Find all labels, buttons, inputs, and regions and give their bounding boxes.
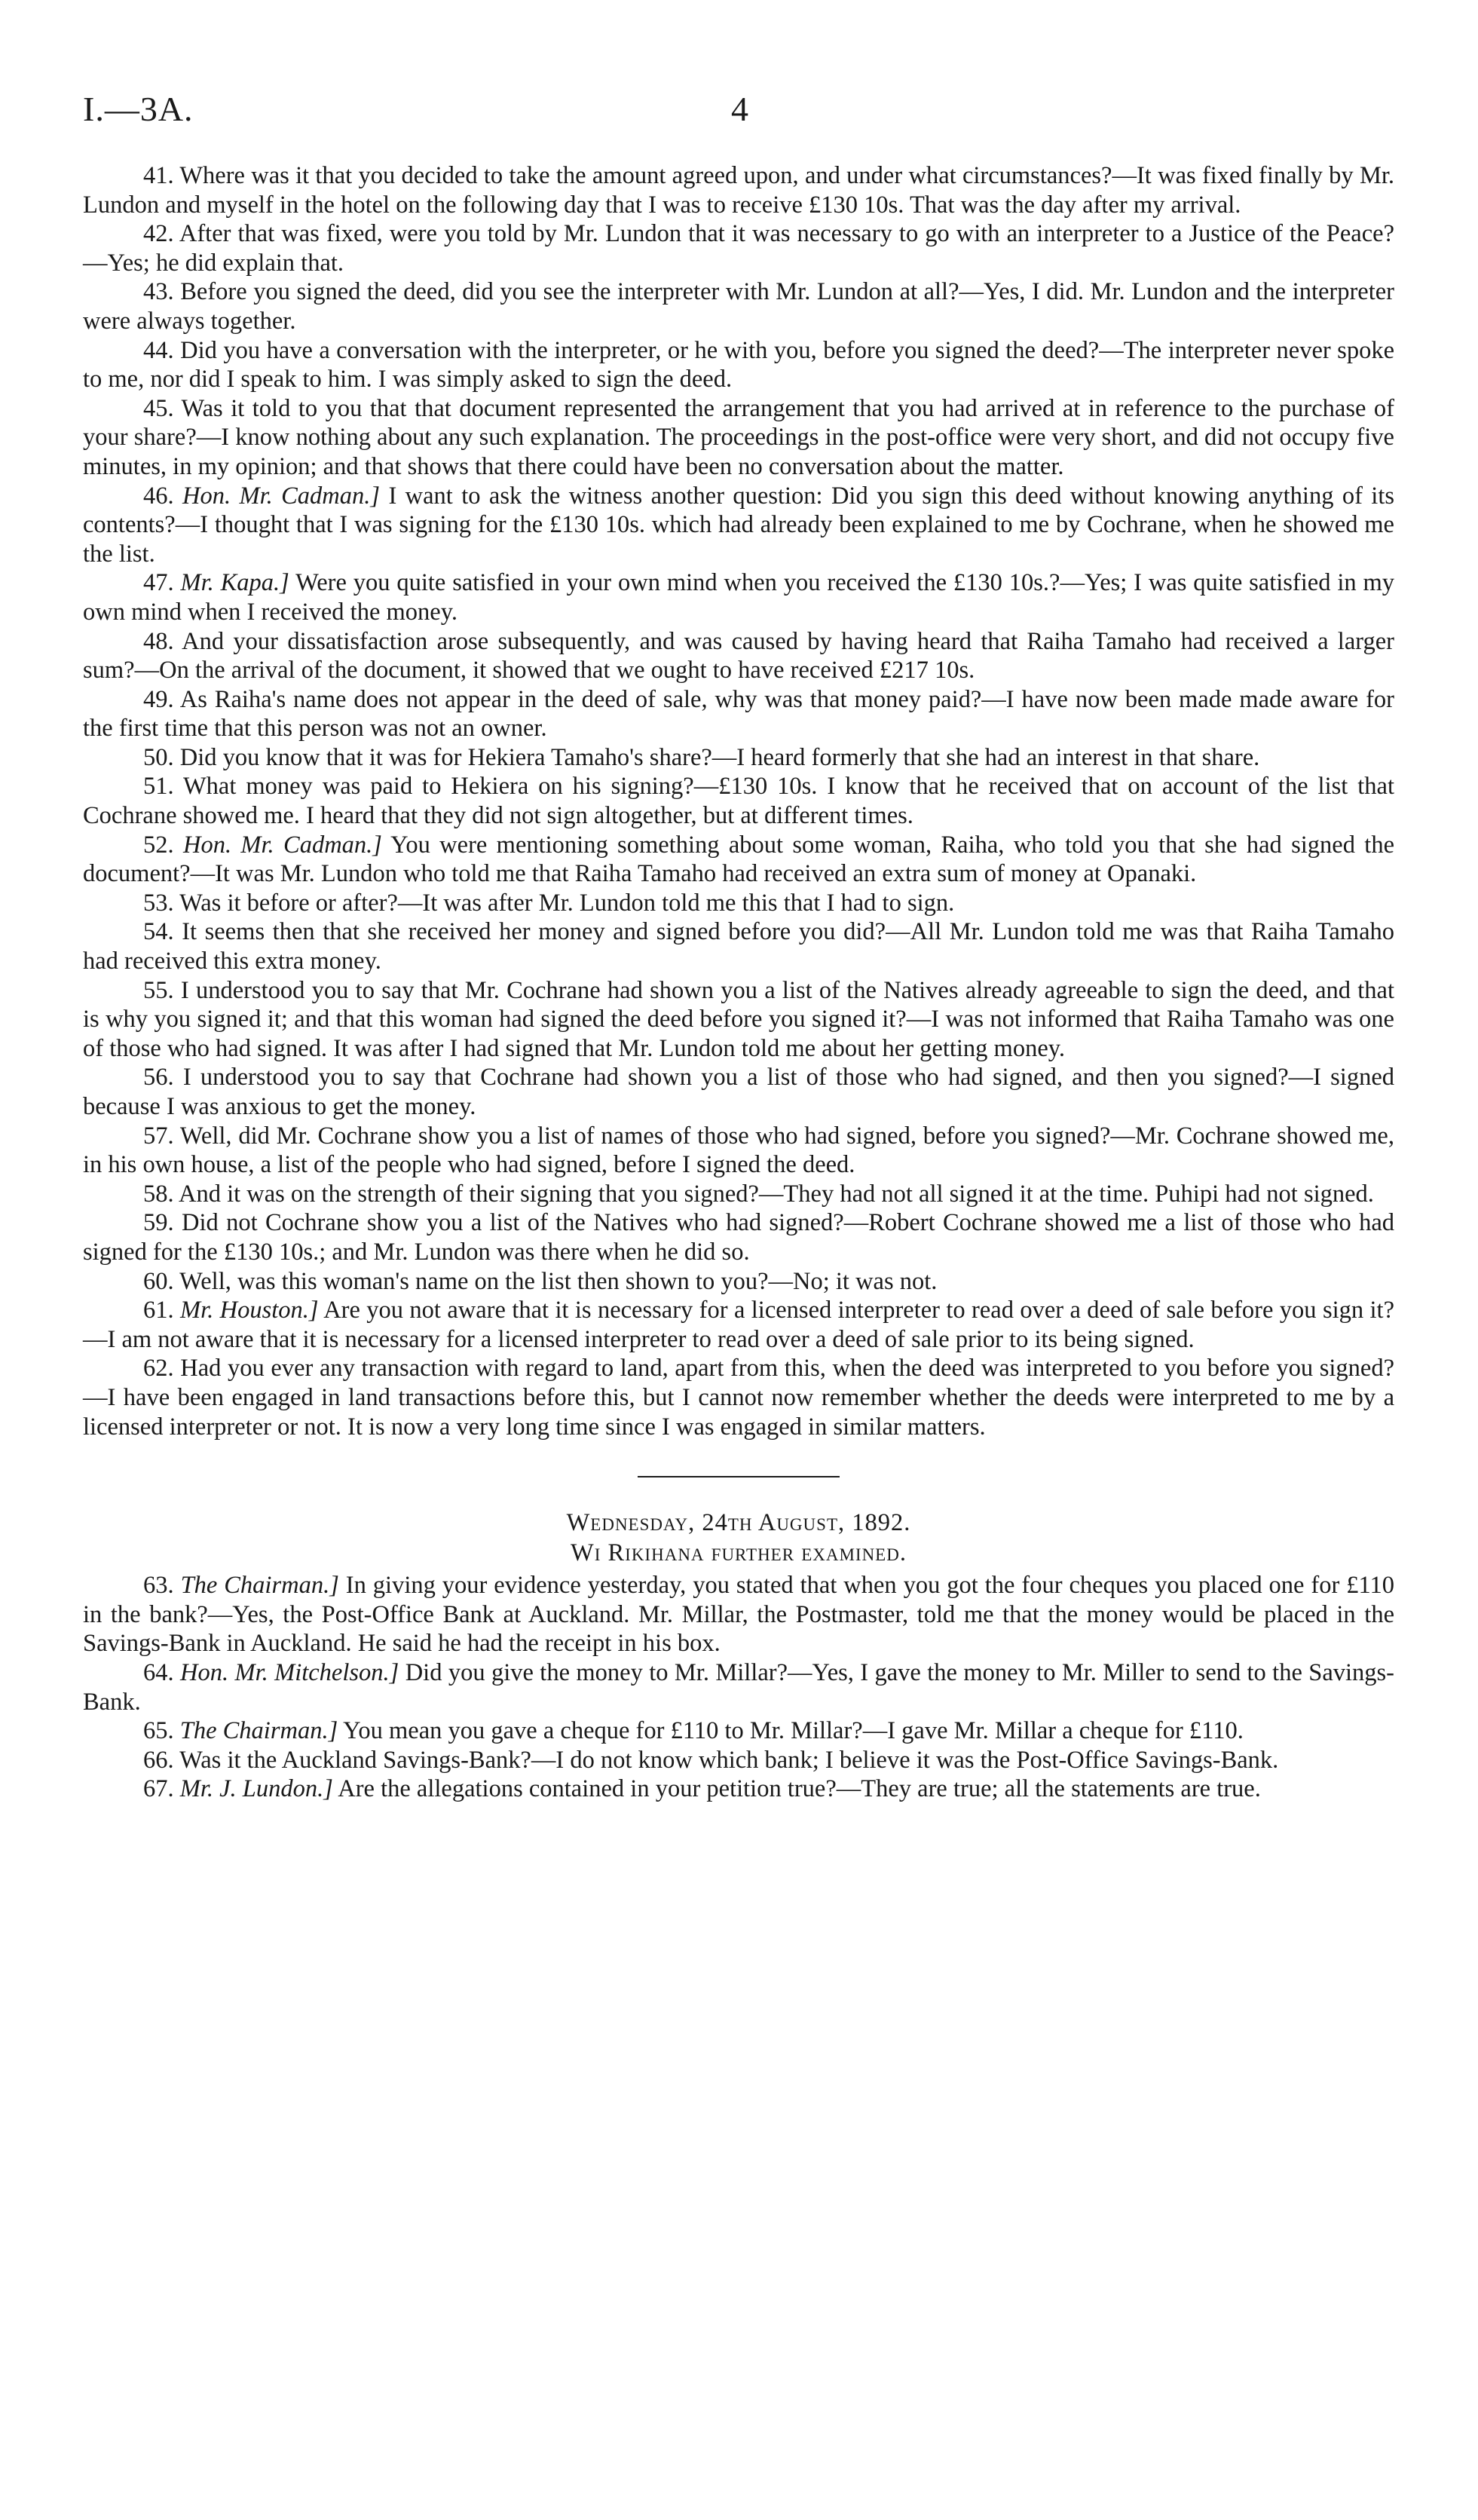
speaker-name: The Chairman.] (180, 1572, 339, 1600)
question-number: 63. (143, 1572, 174, 1600)
document-reference: I.—3A. (83, 90, 194, 128)
question-number: 59. (143, 1209, 174, 1237)
testimony-text: After that was fixed, were you told by Mr. Lundon that it was necessary to go with an interpreter to a Justice of the Peace?—Yes; he did explain that. (83, 220, 1394, 277)
testimony-text: Did you have a conversation with the interpreter, or he with you, before you signed the deed?—The interpreter never spoke to me, nor did I speak to him. I was simply asked to sign the deed. (83, 336, 1394, 393)
question-number: 53. (143, 889, 174, 917)
question-answer-paragraph (83, 889, 1394, 918)
testimony-text: Did not Cochrane show you a list of the Natives who had signed?—Robert Cochrane showed me a list of those who had signed for the £130 10s.; and Mr. Lundon was there when he did so. (83, 1209, 1395, 1266)
testimony-text: You were mentioning something about some woman, Raiha, who told you that she had signed the document?—It was Mr. Lundon who told me that Raiha Tamaho had received an extra sum of money at Opanaki. (83, 831, 1395, 888)
page-number: 4 (731, 90, 748, 128)
question-number: 55. (143, 976, 174, 1004)
question-number: 57. (143, 1122, 174, 1150)
testimony-text: Did you know that it was for Hekiera Tamaho's share?—I heard formerly that she had an interest in that share. (179, 743, 1260, 771)
testimony-text: And it was on the strength of their signing that you signed?—They had not all signed it at the time. Puhipi had not signed. (178, 1180, 1374, 1208)
witness-heading: Wi Rikihana further examined. (571, 1539, 907, 1567)
question-answer-paragraph (83, 1774, 1394, 1804)
testimony-text: Had you ever any transaction with regard to land, apart from this, when the deed was interpreted to you before you signed?—I have been engaged in land transactions before this, but I cannot now remember whether the deeds were interpreted to me by a licensed interpreter or not. It is now a very long time since I was engaged in similar matters. (83, 1355, 1395, 1441)
question-number: 50. (143, 743, 174, 771)
date-heading: Wednesday, 24th August, 1892. (566, 1509, 911, 1537)
section-divider (638, 1476, 840, 1477)
question-answer-paragraph (83, 1122, 1394, 1180)
question-answer-paragraph (83, 161, 1394, 219)
testimony-text: You mean you gave a cheque for £110 to Mr. Millar?—I gave Mr. Millar a cheque for £110. (343, 1717, 1244, 1745)
question-number: 47. (143, 569, 174, 597)
question-answer-paragraph (83, 685, 1394, 743)
question-number: 58. (143, 1180, 174, 1208)
question-number: 56. (143, 1064, 174, 1092)
question-number: 65. (143, 1717, 174, 1745)
question-number: 51. (143, 773, 174, 801)
question-number: 49. (143, 685, 174, 713)
question-answer-paragraph (83, 1296, 1394, 1354)
document-body (83, 161, 1394, 1804)
testimony-text: Where was it that you decided to take the amount agreed upon, and under what circumstances?—It was fixed finally by Mr. Lundon and myself in the hotel on the following day that I was to receive £130 10s. That was the day after my arrival. (83, 162, 1394, 219)
question-answer-paragraph (83, 1658, 1394, 1716)
testimony-text: Well, was this woman's name on the list then shown to you?—No; it was not. (179, 1267, 938, 1295)
testimony-text: As Raiha's name does not appear in the deed of sale, why was that money paid?—I have now been made made aware for the first time that this person was not an owner. (83, 685, 1394, 743)
question-answer-paragraph (83, 917, 1394, 975)
speaker-name: Mr. Houston.] (180, 1297, 319, 1324)
question-answer-paragraph (83, 627, 1394, 685)
testimony-text: What money was paid to Hekiera on his signing?—£130 10s. I know that he received that on account of the list that Cochrane showed me. I heard that they did not sign altogether, but at different times. (83, 773, 1394, 830)
question-answer-paragraph (83, 1571, 1394, 1658)
question-answer-paragraph (83, 1063, 1394, 1121)
question-answer-paragraph (83, 336, 1394, 394)
question-answer-paragraph (83, 1716, 1394, 1746)
question-answer-paragraph (83, 743, 1394, 773)
question-number: 67. (143, 1775, 174, 1803)
question-answer-paragraph (83, 568, 1394, 626)
testimony-text: I understood you to say that Mr. Cochrane had shown you a list of the Natives already agreeable to sign the deed, and that is why you signed it; and that this woman had signed the deed before you signed it?—I was not informed that Raiha Tamaho was one of those who had signed. It was after I had signed that Mr. Lundon told me about her getting money. (83, 976, 1394, 1062)
question-answer-paragraph (83, 219, 1394, 277)
question-answer-paragraph (83, 1746, 1394, 1775)
testimony-text: Before you signed the deed, did you see the interpreter with Mr. Lundon at all?—Yes, I did. Mr. Lundon and the interpreter were always together. (83, 278, 1395, 335)
question-number: 66. (143, 1746, 174, 1774)
question-answer-paragraph (83, 772, 1394, 830)
question-number: 45. (143, 394, 174, 422)
speaker-name: Mr. Kapa.] (180, 569, 289, 597)
speaker-name: Hon. Mr. Cadman.] (182, 831, 382, 859)
question-number: 60. (143, 1267, 174, 1295)
testimony-text: Are the allegations contained in your petition true?—They are true; all the statements are true. (338, 1775, 1261, 1803)
question-number: 46. (143, 482, 174, 510)
testimony-text: Are you not aware that it is necessary for a licensed interpreter to read over a deed of sale before you sign it?—I am not aware that it is necessary for a licensed interpreter to read over a deed of sale prior to its being signed. (83, 1297, 1394, 1353)
testimony-text: Well, did Mr. Cochrane show you a list of names of those who had signed, before you signed?—Mr. Cochrane showed me, in his own house, a list of the people who had signed, before I signed the deed. (83, 1122, 1394, 1179)
question-number: 64. (143, 1658, 174, 1686)
question-number: 44. (143, 336, 174, 364)
speaker-name: Mr. J. Lundon.] (179, 1775, 333, 1803)
question-answer-paragraph (83, 482, 1394, 569)
question-number: 62. (143, 1355, 174, 1382)
question-answer-paragraph (83, 976, 1394, 1064)
question-number: 48. (143, 627, 174, 655)
testimony-text: Did you give the money to Mr. Millar?—Yes, I gave the money to Mr. Miller to send to the Savings-Bank. (83, 1658, 1395, 1716)
question-number: 61. (143, 1297, 174, 1324)
question-number: 42. (143, 220, 174, 248)
testimony-text: Were you quite satisfied in your own mind when you received the £130 10s.?—Yes; I was quite satisfied in my own mind when I received the money. (83, 569, 1395, 626)
question-answer-paragraph (83, 831, 1394, 889)
question-number: 41. (143, 162, 174, 189)
question-answer-paragraph (83, 1208, 1394, 1266)
question-answer-paragraph (83, 1267, 1394, 1297)
testimony-section-2 (83, 1571, 1394, 1804)
testimony-text: Was it the Auckland Savings-Bank?—I do not know which bank; I believe it was the Post-Office Savings-Bank. (179, 1746, 1279, 1774)
testimony-text: It seems then that she received her money and signed before you did?—All Mr. Lundon told me was that Raiha Tamaho had received this extra money. (83, 918, 1394, 975)
question-answer-paragraph (83, 394, 1394, 482)
testimony-text: I understood you to say that Cochrane had shown you a list of those who had signed, and then you signed?—I signed because I was anxious to get the money. (83, 1064, 1395, 1120)
question-number: 54. (143, 918, 174, 946)
testimony-text: In giving your evidence yesterday, you stated that when you got the four cheques you placed one for £110 in the bank?—Yes, the Post-Office Bank at Auckland. Mr. Millar, the Postmaster, told me that the money would be placed in the Savings-Bank in Auckland. He said he had the receipt in his box. (83, 1572, 1395, 1658)
page-header (0, 0, 1478, 143)
question-number: 52. (143, 831, 174, 859)
testimony-section-1 (83, 161, 1394, 1441)
question-number: 43. (143, 278, 174, 306)
question-answer-paragraph (83, 1354, 1394, 1441)
testimony-text: Was it before or after?—It was after Mr. Lundon told me this that I had to sign. (179, 889, 955, 917)
speaker-name: Hon. Mr. Mitchelson.] (180, 1658, 399, 1686)
testimony-text: I want to ask the witness another question: Did you sign this deed without knowing anything of its contents?—I thought that I was signing for the £130 10s. which had already been explained to me by Cochrane, when he showed me the list. (83, 482, 1395, 568)
speaker-name: The Chairman.] (179, 1717, 338, 1745)
question-answer-paragraph (83, 1180, 1394, 1209)
testimony-text: And your dissatisfaction arose subsequently, and was caused by having heard that Raiha Tamaho had received a larger sum?—On the arrival of the document, it showed that we ought to have received £217 10s. (83, 627, 1394, 684)
question-answer-paragraph (83, 277, 1394, 335)
speaker-name: Hon. Mr. Cadman.] (182, 482, 381, 510)
testimony-text: Was it told to you that that document represented the arrangement that you had arrived at in reference to the purchase of your share?—I know nothing about any such explanation. The proceedings in the post-office were very short, and did not occupy five minutes, in my opinion; and that shows that there could have been no conversation about the matter. (83, 394, 1394, 480)
